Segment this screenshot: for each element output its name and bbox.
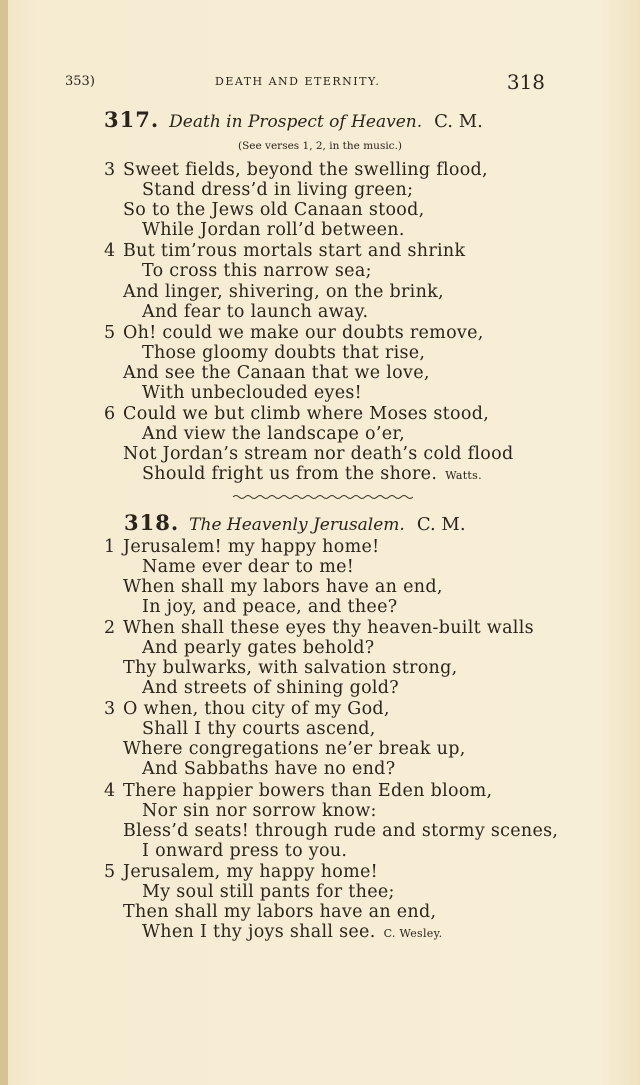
verse-line: While Jordan roll’d between. bbox=[142, 220, 405, 240]
verse-line: Not Jordan’s stream nor death’s cold flood bbox=[123, 444, 514, 464]
verse-line: But tim’rous mortals start and shrink bbox=[123, 241, 466, 261]
verse-line: Those gloomy doubts that rise, bbox=[142, 343, 426, 363]
previous-page-marker: 353) bbox=[65, 74, 95, 89]
verse-number: 2 bbox=[104, 618, 116, 638]
wavy-divider bbox=[233, 493, 413, 501]
running-header bbox=[65, 70, 545, 94]
verse-number: 1 bbox=[104, 537, 116, 557]
verse-number: 5 bbox=[104, 862, 116, 882]
hymn-317-heading bbox=[104, 107, 483, 132]
verse-line: Then shall my labors have an end, bbox=[123, 902, 437, 922]
verse-line: When shall these eyes thy heaven-built walls bbox=[123, 618, 534, 638]
page-edge bbox=[0, 0, 8, 1085]
hymn-author: C. Wesley. bbox=[383, 927, 443, 940]
verse-line: I onward press to you. bbox=[142, 841, 348, 861]
verse-line: Bless’d seats! through rude and stormy scenes, bbox=[123, 821, 559, 841]
verse-line-text: Should fright us from the shore. bbox=[142, 464, 438, 484]
verse-line: My soul still pants for thee; bbox=[142, 882, 395, 902]
verse-number: 3 bbox=[104, 160, 116, 180]
verse-number: 6 bbox=[104, 404, 116, 424]
verse-number: 4 bbox=[104, 241, 116, 261]
verse-line: Nor sin nor sorrow know: bbox=[142, 801, 377, 821]
hymn-number: 317. bbox=[104, 107, 160, 132]
running-title: DEATH AND ETERNITY. bbox=[215, 75, 381, 88]
verse-line-text: When I thy joys shall see. bbox=[142, 922, 376, 942]
verse-line: So to the Jews old Canaan stood, bbox=[123, 200, 425, 220]
verse-line: With unbeclouded eyes! bbox=[142, 383, 362, 403]
verse-line: Could we but climb where Moses stood, bbox=[123, 404, 490, 424]
verse-line: And fear to launch away. bbox=[142, 302, 369, 322]
verse-line: And Sabbaths have no end? bbox=[142, 759, 396, 779]
verse-line: Shall I thy courts ascend, bbox=[142, 719, 376, 739]
verse-line: To cross this narrow sea; bbox=[142, 261, 372, 281]
verse-number: 4 bbox=[104, 781, 116, 801]
verse-line: And view the landscape o’er, bbox=[142, 424, 405, 444]
verse-line: Oh! could we make our doubts remove, bbox=[123, 323, 484, 343]
page-number: 318 bbox=[506, 70, 545, 94]
verse-line: Name ever dear to me! bbox=[142, 557, 355, 577]
verse-line: Sweet fields, beyond the swelling flood, bbox=[123, 160, 488, 180]
hymn-title: Death in Prospect of Heaven. bbox=[169, 112, 423, 132]
verse-number: 3 bbox=[104, 699, 116, 719]
verse-line: Jerusalem, my happy home! bbox=[123, 862, 378, 882]
hymn-meter: C. M. bbox=[416, 514, 466, 535]
verse-line: Stand dress’d in living green; bbox=[142, 180, 414, 200]
hymn-title: The Heavenly Jerusalem. bbox=[189, 515, 405, 535]
verse-line: And linger, shivering, on the brink, bbox=[123, 282, 444, 302]
verse-line: Where congregations ne’er break up, bbox=[123, 739, 466, 759]
verse-line bbox=[142, 464, 482, 484]
verse-line: In joy, and peace, and thee? bbox=[142, 597, 398, 617]
hymn-318-heading bbox=[124, 510, 466, 535]
verse-line bbox=[142, 922, 442, 942]
verse-line: Thy bulwarks, with salvation strong, bbox=[123, 658, 458, 678]
hymn-meter: C. M. bbox=[434, 111, 483, 132]
verse-line: There happier bowers than Eden bloom, bbox=[123, 781, 493, 801]
hymn-author: Watts. bbox=[445, 469, 482, 482]
verse-line: And see the Canaan that we love, bbox=[123, 363, 430, 383]
verse-line: And pearly gates behold? bbox=[142, 638, 375, 658]
music-note: (See verses 1, 2, in the music.) bbox=[237, 140, 403, 152]
verse-line: O when, thou city of my God, bbox=[123, 699, 390, 719]
verse-line: Jerusalem! my happy home! bbox=[123, 537, 380, 557]
verse-number: 5 bbox=[104, 323, 116, 343]
hymn-number: 318. bbox=[124, 510, 180, 535]
verse-line: And streets of shining gold? bbox=[142, 678, 399, 698]
verse-line: When shall my labors have an end, bbox=[123, 577, 443, 597]
